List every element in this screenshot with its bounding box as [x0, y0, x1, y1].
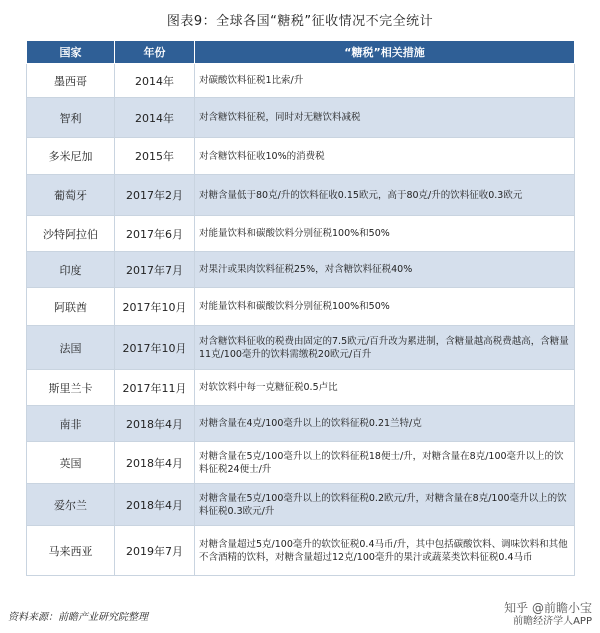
year-cell: 2015年: [115, 138, 195, 175]
measure-cell: 对含糖饮料征收10%的消费税: [195, 138, 575, 175]
country-cell: 法国: [27, 326, 115, 370]
header-row: [27, 41, 575, 64]
header-year: 年份: [115, 41, 195, 64]
measure-cell: 对软饮料中每一克糖征税0.5卢比: [195, 370, 575, 406]
country-cell: 印度: [27, 252, 115, 288]
year-cell: 2014年: [115, 98, 195, 138]
table-row: [27, 326, 575, 370]
table-row: [27, 442, 575, 484]
country-cell: 阿联酋: [27, 288, 115, 326]
measure-cell: 对含糖饮料征税，同时对无糖饮料减税: [195, 98, 575, 138]
year-cell: 2018年4月: [115, 484, 195, 526]
measure-cell: 对糖含量超过5克/100毫升的软饮征税0.4马币/升，其中包括碳酸饮料、调味饮料和其他不含酒精的饮料，对糖含量超过12克/100毫升的果汁或蔬菜类饮料征税0.4马币: [195, 526, 575, 576]
table-row: [27, 484, 575, 526]
country-cell: 南非: [27, 406, 115, 442]
year-cell: 2017年11月: [115, 370, 195, 406]
country-cell: 墨西哥: [27, 64, 115, 98]
table-row: [27, 252, 575, 288]
year-cell: 2017年2月: [115, 175, 195, 216]
watermark: [504, 602, 592, 628]
measure-cell: 对果汁或果肉饮料征税25%，对含糖饮料征税40%: [195, 252, 575, 288]
table-row: [27, 288, 575, 326]
table-row: [27, 406, 575, 442]
header-country: 国家: [27, 41, 115, 64]
year-cell: 2014年: [115, 64, 195, 98]
year-cell: 2017年7月: [115, 252, 195, 288]
source-note: 资料来源：前瞻产业研究院整理: [8, 612, 148, 623]
year-cell: 2017年6月: [115, 216, 195, 252]
country-cell: 马来西亚: [27, 526, 115, 576]
country-cell: 英国: [27, 442, 115, 484]
table-row: [27, 370, 575, 406]
year-cell: 2017年10月: [115, 288, 195, 326]
year-cell: 2018年4月: [115, 442, 195, 484]
watermark-zhihu: 知乎 @前瞻小宝: [504, 601, 592, 615]
country-cell: 沙特阿拉伯: [27, 216, 115, 252]
watermark-app: 前瞻经济学人APP: [513, 616, 592, 627]
table-row: [27, 138, 575, 175]
year-cell: 2018年4月: [115, 406, 195, 442]
table-row: [27, 526, 575, 576]
country-cell: 葡萄牙: [27, 175, 115, 216]
measure-cell: 对含糖饮料征收的税费由固定的7.5欧元/百升改为累进制，含糖量越高税费越高，含糖量11克/100毫升的饮料需缴税20欧元/百升: [195, 326, 575, 370]
chart-title: 图表9：全球各国“糖税”征收情况不完全统计: [166, 14, 434, 29]
table-row: [27, 64, 575, 98]
measure-cell: 对糖含量低于80克/升的饮料征收0.15欧元，高于80克/升的饮料征收0.3欧元: [195, 175, 575, 216]
year-cell: 2019年7月: [115, 526, 195, 576]
measure-cell: 对能量饮料和碳酸饮料分别征税100%和50%: [195, 216, 575, 252]
sugar-tax-table: [26, 40, 575, 576]
header-measure: “糖税”相关措施: [195, 41, 575, 64]
measure-cell: 对糖含量在5克/100毫升以上的饮料征税0.2欧元/升，对糖含量在8克/100毫升以上的饮料征税0.3欧元/升: [195, 484, 575, 526]
year-cell: 2017年10月: [115, 326, 195, 370]
country-cell: 斯里兰卡: [27, 370, 115, 406]
measure-cell: 对糖含量在4克/100毫升以上的饮料征税0.21兰特/克: [195, 406, 575, 442]
country-cell: 爱尔兰: [27, 484, 115, 526]
table-row: [27, 216, 575, 252]
table-row: [27, 98, 575, 138]
measure-cell: 对能量饮料和碳酸饮料分别征税100%和50%: [195, 288, 575, 326]
table-row: [27, 175, 575, 216]
country-cell: 多米尼加: [27, 138, 115, 175]
measure-cell: 对糖含量在5克/100毫升以上的饮料征税18便士/升，对糖含量在8克/100毫升以上的饮料征税24便士/升: [195, 442, 575, 484]
country-cell: 智利: [27, 98, 115, 138]
measure-cell: 对碳酸饮料征税1比索/升: [195, 64, 575, 98]
